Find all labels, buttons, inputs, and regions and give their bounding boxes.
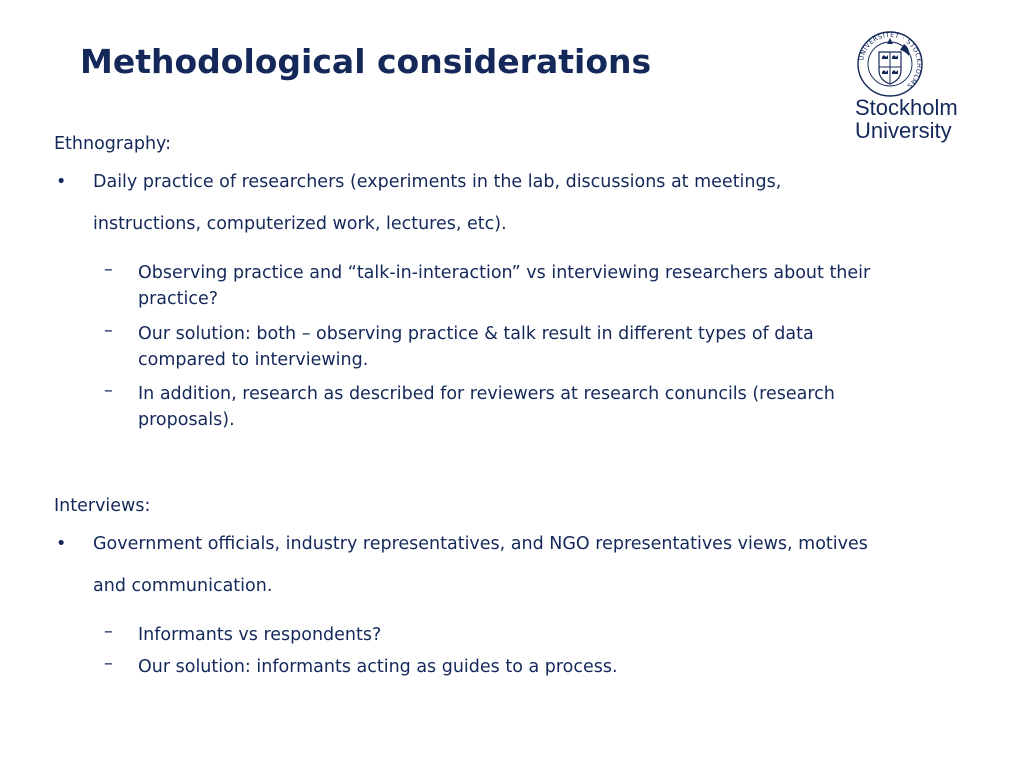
logo-line-stockholm: Stockholm — [855, 95, 958, 120]
stockholm-university-logo — [854, 30, 979, 145]
sub-bullet-marker: – — [104, 381, 113, 401]
sub-bullet-marker: – — [104, 321, 113, 341]
sub-bullet — [104, 381, 884, 433]
bullet-marker: • — [56, 534, 67, 554]
sub-bullet-text: Informants vs respondents? — [138, 625, 382, 645]
slide-title: Methodological considerations — [80, 42, 652, 81]
sub-bullet-marker: – — [104, 622, 113, 642]
sub-bullet-text: In addition, research as described for reviewers at research conuncils (research proposals). — [138, 384, 835, 430]
sub-bullet — [104, 260, 884, 312]
sub-bullet — [104, 622, 884, 648]
logo-wordmark — [855, 96, 958, 142]
logo-line-university: University — [855, 118, 952, 143]
bullet-text: Daily practice of researchers (experiments in the lab, discussions at meetings, instructions, computerized work, lectures, etc). — [93, 172, 782, 234]
bullet-interviews — [54, 534, 894, 607]
sub-bullet-text: Our solution: informants acting as guides to a process. — [138, 657, 618, 677]
bullet-text: Government officials, industry representatives, and NGO representatives views, motives and communication. — [93, 534, 868, 596]
sub-bullet-text: Our solution: both – observing practice & talk result in different types of data compared to interviewing. — [138, 324, 814, 370]
sub-bullet-marker: – — [104, 260, 113, 280]
bullet-ethnography — [54, 172, 894, 245]
section-heading-ethnography: Ethnography: — [54, 134, 172, 154]
sub-bullet — [104, 321, 884, 373]
sub-bullet — [104, 654, 884, 680]
sub-bullet-text: Observing practice and “talk-in-interaction” vs interviewing researchers about their practice? — [138, 263, 871, 309]
sub-bullet-marker: – — [104, 654, 113, 674]
svg-text:UNIVERSITET · STOCKHOLMS: UNIVERSITET · STOCKHOLMS — [858, 31, 923, 90]
university-seal-icon — [856, 30, 924, 98]
bullet-marker: • — [56, 172, 67, 192]
section-heading-interviews: Interviews: — [54, 496, 151, 516]
